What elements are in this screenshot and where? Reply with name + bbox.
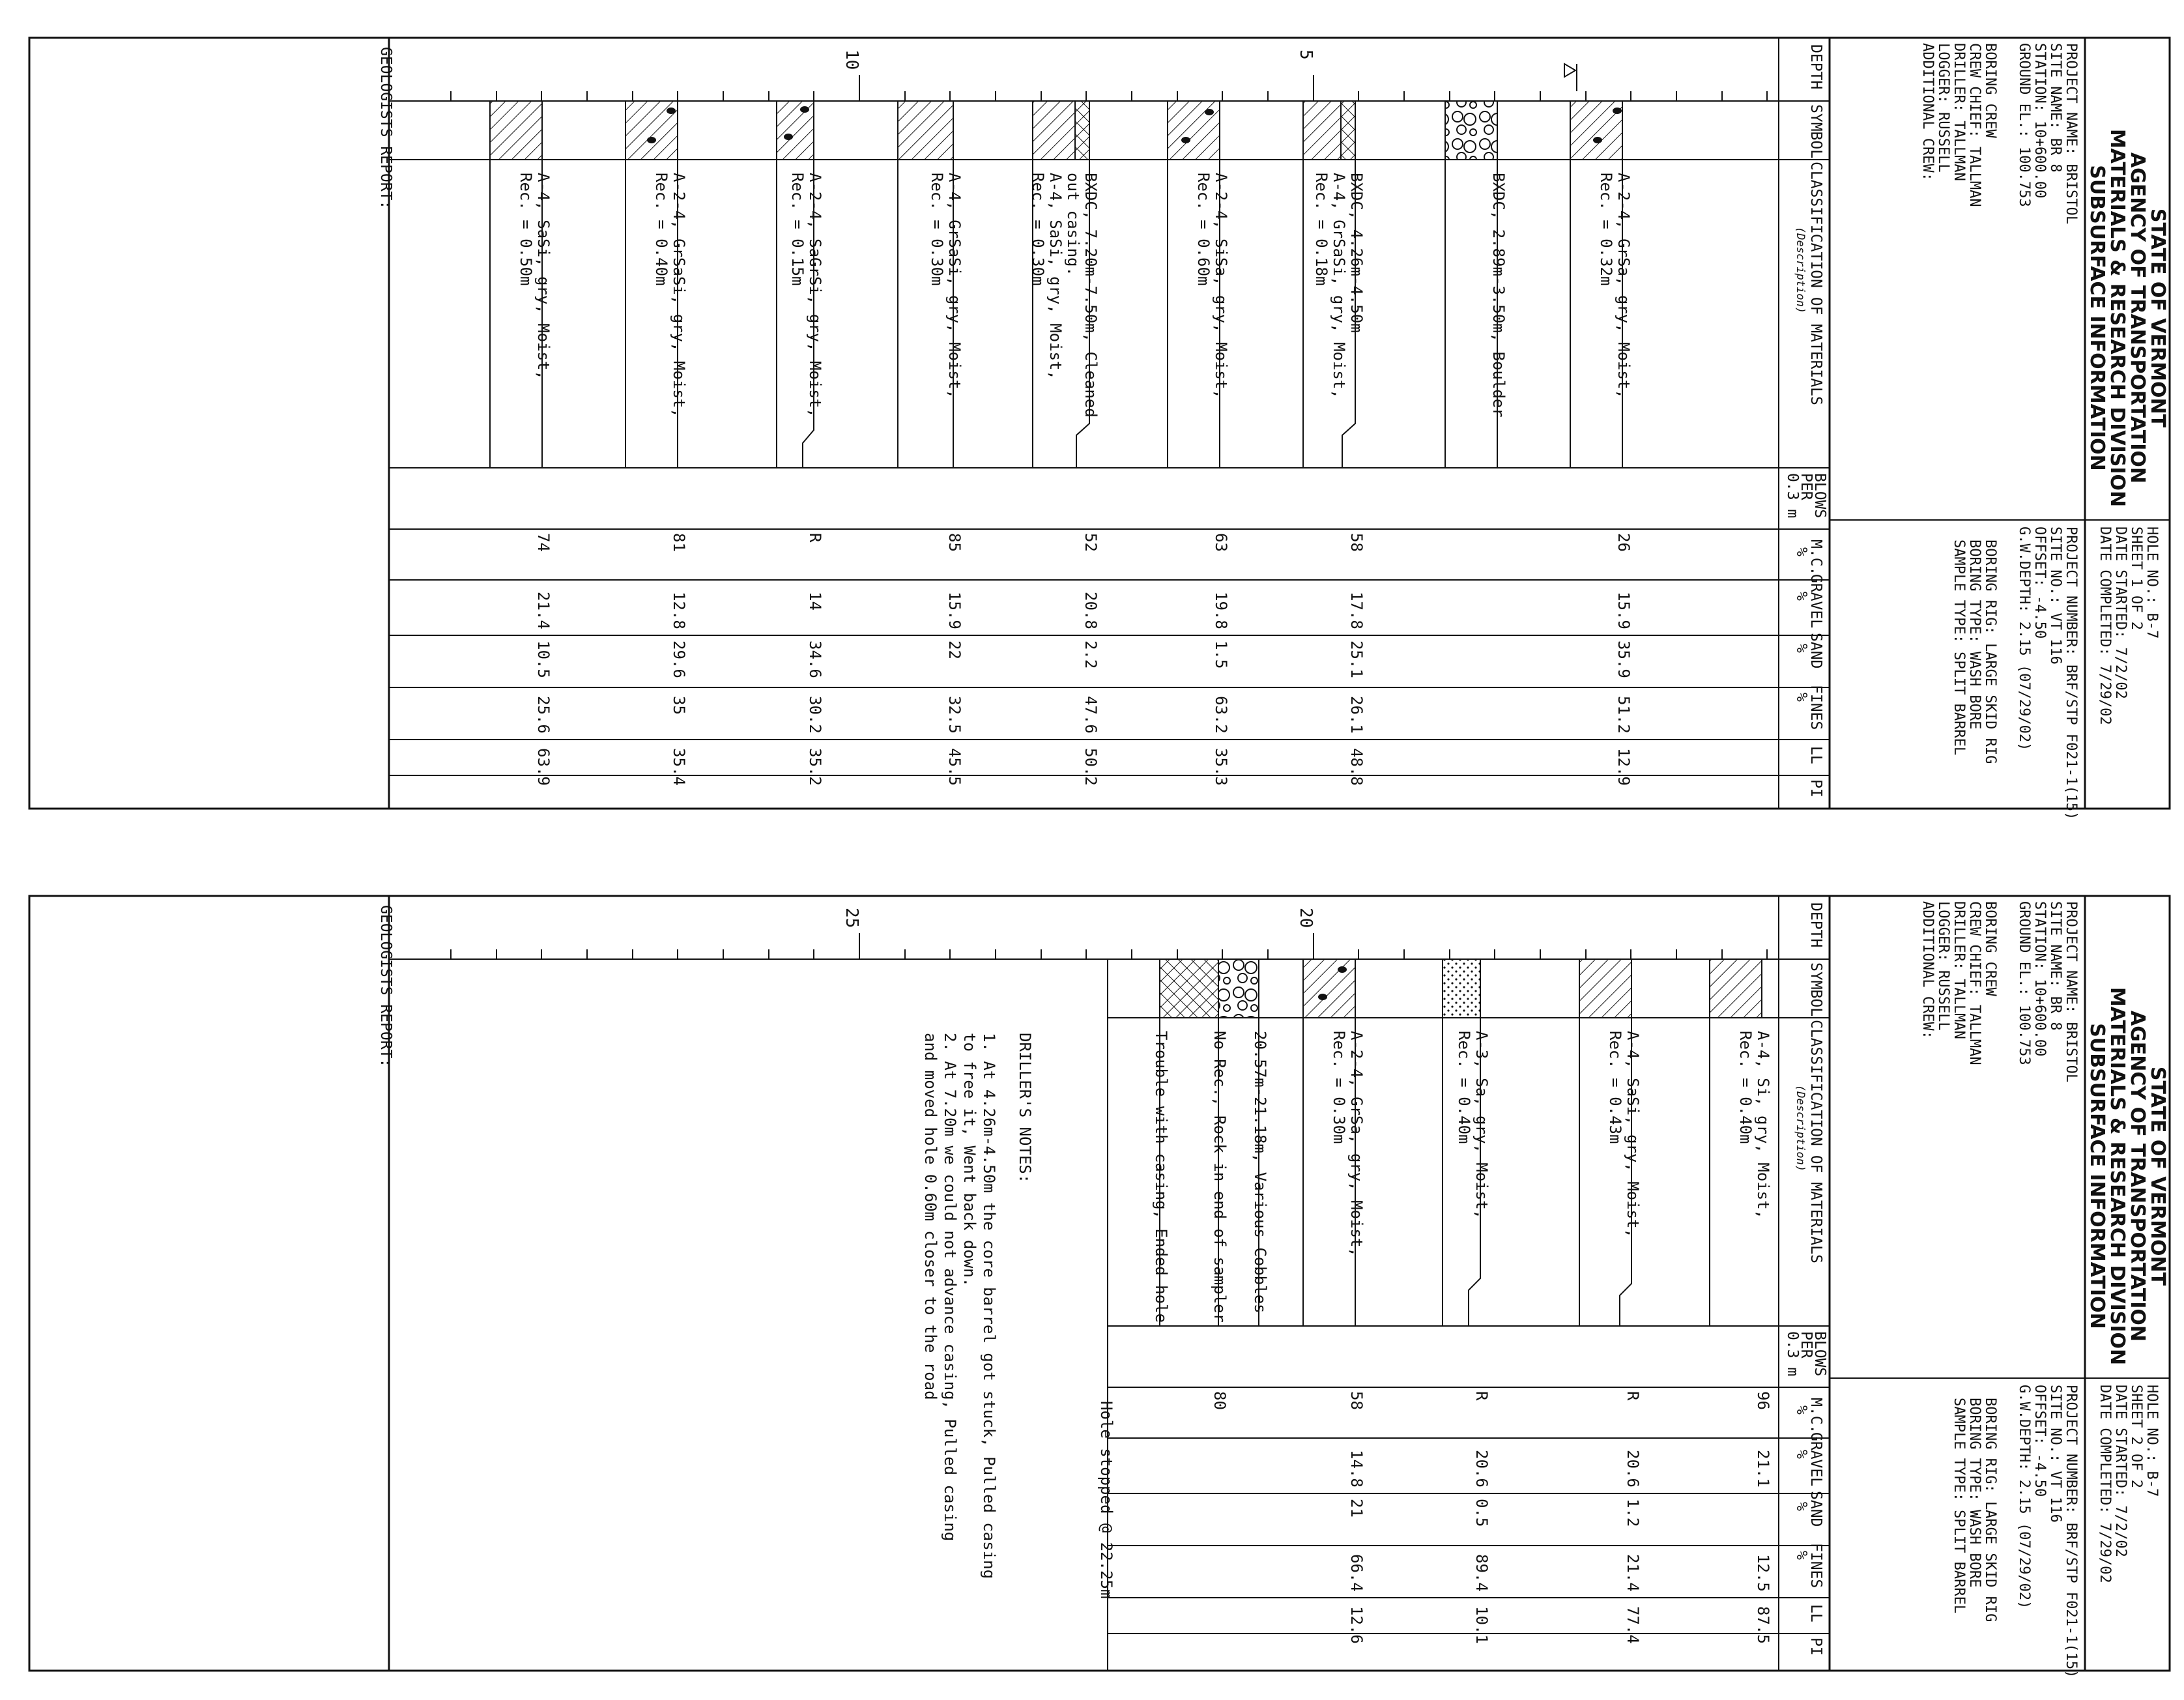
offset-2: OFFSET: -4.50: [2032, 1385, 2048, 1497]
row-8-description-line: A-2-4, GrSaSi, gry, Moist,: [670, 173, 688, 418]
row-1-description-line: A-4, Si, gry, Moist,: [1754, 1031, 1772, 1219]
col-sand-1-2: SAND: [1807, 1491, 1824, 1527]
row-7-description-line: Trouble with casing, Ended hole: [1152, 1031, 1170, 1323]
groundwater-icon: [1564, 64, 1575, 77]
station: STATION: 10+600.00: [2032, 43, 2048, 199]
date-completed-2: DATE COMPLETED: 7/29/02: [2097, 1385, 2113, 1583]
hole-no: HOLE NO.: B-7: [2144, 526, 2160, 639]
row-6-description-line: No Rec., Rock in end of sampler: [1211, 1031, 1229, 1323]
row-5-sand: 47.6: [1082, 696, 1100, 734]
additional-crew: ADDITIONAL CREW:: [1919, 43, 1936, 181]
row-9-gravel: 10.5: [534, 641, 553, 678]
row-7-description-line: Rec. = 0.15m: [788, 173, 807, 286]
symbol-sandy-silt: [1033, 101, 1075, 160]
row-8-blows: 81: [670, 533, 688, 552]
col-symbol-2: SYMBOL: [1807, 962, 1824, 1017]
row-5-description-line: out casing.: [1064, 173, 1082, 276]
row-4-fines: 35.3: [1212, 748, 1230, 786]
header-state-2: STATE OF VERMONT: [2146, 1066, 2169, 1286]
row-2-description-line: Rec. = 0.43m: [1606, 1031, 1624, 1144]
col-gravel-2: %: [1793, 592, 1810, 601]
row-3-fines: 10.1: [1473, 1606, 1491, 1644]
row-4-gravel: 21: [1347, 1499, 1366, 1518]
col-classification: CLASSIFICATION OF MATERIALS: [1807, 162, 1824, 405]
geologists-report-label-2: GEOLOGISTS REPORT:: [377, 905, 394, 1068]
row-7-gravel: 34.6: [806, 641, 824, 678]
geologists-report-label: GEOLOGISTS REPORT:: [377, 47, 394, 210]
date-started-2: DATE STARTED: 7/2/02: [2112, 1385, 2129, 1557]
row-8-description-line: Rec. = 0.40m: [652, 173, 670, 286]
row-6-gravel: 22: [945, 641, 964, 659]
site-no-2: SITE NO.: VT 116: [2047, 1385, 2063, 1523]
header-agency-2: AGENCY OF TRANSPORTATION: [2126, 1010, 2149, 1342]
row-4-blows: 58: [1347, 1391, 1366, 1410]
column-headers-2: [1784, 902, 1828, 1656]
row-3-sand: 26.1: [1347, 696, 1366, 734]
col-gravel-2-2: %: [1793, 1450, 1810, 1459]
row-7-mc: 14: [806, 592, 824, 611]
symbol-boulder: [1445, 101, 1497, 160]
col-mc-1-2: M.C.: [1807, 1398, 1824, 1434]
row-4-description-line: Rec. = 0.60m: [1194, 173, 1213, 286]
logger: LOGGER: RUSSELL: [1935, 43, 1951, 173]
col-classification-2: CLASSIFICATION OF MATERIALS: [1807, 1020, 1824, 1263]
col-gravel-1-2: GRAVEL: [1807, 1432, 1824, 1487]
row-1-mc: 21.1: [1754, 1450, 1772, 1488]
row-8-fines: 35.4: [670, 748, 688, 786]
col-fines-1-2: FINES: [1807, 1543, 1824, 1589]
row-1-mc: 15.9: [1615, 592, 1633, 629]
sheet-2-header: [1830, 896, 2170, 1678]
crew-chief: CREW CHIEF: TALLMAN: [1966, 43, 1983, 207]
row-5-description-line: A-4, SaSi, gry, Moist,: [1046, 173, 1065, 380]
col-sand-2-2: %: [1793, 1502, 1810, 1511]
boring-type-2: BORING TYPE: WASH BORE: [1966, 1398, 1983, 1588]
boring-rig: BORING RIG: LARGE SKID RIG: [1982, 540, 1998, 764]
depth-ruler: [451, 50, 1767, 101]
col-fines-2: %: [1793, 693, 1810, 702]
row-2-description-line: BXDC, 2.89m-3.50m, Boulder: [1489, 173, 1508, 418]
col-mc-2-2: %: [1793, 1405, 1810, 1415]
boring-crew: BORING CREW: [1982, 43, 1998, 138]
row-2-blows: R: [1624, 1391, 1642, 1401]
row-4-description-line: Rec. = 0.30m: [1330, 1031, 1348, 1144]
row-5-mc: 20.8: [1082, 592, 1100, 629]
depth-tick-20: 20: [1296, 908, 1315, 929]
boring-rig-2: BORING RIG: LARGE SKID RIG: [1982, 1398, 1998, 1622]
row-4-mc: 14.8: [1347, 1450, 1366, 1488]
header-division: MATERIALS & RESEARCH DIVISION: [2106, 128, 2129, 508]
sample-type-2: SAMPLE TYPE: SPLIT BARREL: [1951, 1398, 1967, 1614]
row-3-description-line: A-4, GrSaSi, gry, Moist,: [1330, 173, 1348, 399]
row-3-description-line: Rec. = 0.18m: [1312, 173, 1330, 286]
col-sand-1: SAND: [1807, 633, 1824, 669]
header-agency: AGENCY OF TRANSPORTATION: [2126, 152, 2149, 484]
row-6-fines: 45.5: [945, 748, 964, 786]
col-gravel-1: GRAVEL: [1807, 574, 1824, 629]
soil-symbols-2: [1160, 959, 1762, 1018]
row-1-description-line: Rec. = 0.32m: [1597, 173, 1615, 286]
depth-tick-10: 10: [842, 50, 861, 70]
col-description-2: (Description): [1794, 1085, 1807, 1172]
row-3-gravel: 25.1: [1347, 641, 1366, 678]
col-pi-2: PI: [1807, 1637, 1824, 1656]
row-5-blows: 52: [1082, 533, 1100, 552]
row-9-mc: 21.4: [534, 592, 553, 629]
sheet-no-2: SHEET 2 OF 2: [2128, 1385, 2144, 1488]
row-4-mc: 19.8: [1212, 592, 1230, 629]
gw-depth-2: G.W.DEPTH: 2.15 (07/29/02): [2016, 1385, 2032, 1609]
row-4-sand: 63.2: [1212, 696, 1230, 734]
sheet-1-text: [517, 173, 1633, 786]
column-headers: [1784, 44, 1828, 798]
row-6-mc: 15.9: [945, 592, 964, 629]
drillers-note-line: 1. At 4.26m-4.50m the core barrel got stuck, Pulled casing: [980, 1033, 998, 1579]
row-5-fines: 50.2: [1082, 748, 1100, 786]
row-2-fines: 77.4: [1624, 1606, 1642, 1644]
row-1-sand: 51.2: [1615, 696, 1633, 734]
driller: DRILLER: TALLMAN: [1951, 43, 1967, 181]
row-3-description-line: A-3, Sa, gry, Moist,: [1473, 1031, 1491, 1219]
col-ll-2: LL: [1807, 1604, 1824, 1622]
sheet-no: SHEET 1 OF 2: [2128, 526, 2144, 630]
project-name: PROJECT NAME: BRISTOL: [2063, 43, 2079, 225]
col-description: (Description): [1794, 227, 1807, 314]
col-blows-2-2: PER: [1798, 1331, 1815, 1359]
row-6-sand: 32.5: [945, 696, 964, 734]
col-depth-2: DEPTH: [1807, 902, 1824, 948]
col-blows-1-2: BLOWS: [1811, 1331, 1828, 1377]
boring-crew-2: BORING CREW: [1982, 901, 1998, 996]
header-subtitle: SUBSURFACE INFORMATION: [2086, 165, 2108, 471]
site-name-2: SITE NAME: BR 8: [2047, 901, 2063, 1031]
ground-el-2: GROUND EL.: 100.753: [2016, 901, 2032, 1065]
row-9-description-line: Rec. = 0.50m: [517, 173, 535, 286]
site-name: SITE NAME: BR 8: [2047, 43, 2063, 173]
sheet-header: [1830, 38, 2170, 820]
symbol-gravelly-sand-2: [1303, 959, 1355, 1018]
row-3-description-line: Rec. = 0.40m: [1455, 1031, 1473, 1144]
sheet-2-text: [921, 1031, 1772, 1644]
depth-tick-5: 5: [1296, 50, 1315, 60]
row-3-mc: 20.6: [1473, 1450, 1491, 1488]
col-blows-3: 0.3 m: [1784, 473, 1801, 519]
logger-2: LOGGER: RUSSELL: [1935, 901, 1951, 1031]
row-8-gravel: 29.6: [670, 641, 688, 678]
row-3-gravel: 0.5: [1473, 1499, 1491, 1527]
row-9-blows: 74: [534, 533, 553, 552]
symbol-bxdc: [1341, 101, 1355, 160]
row-4-gravel: 1.5: [1212, 641, 1230, 669]
row-6-description-line: A-4, GrSaSi, gry, Moist,: [945, 173, 964, 399]
row-9-description-line: A-4, SaSi, gry, Moist,: [534, 173, 553, 380]
drillers-note-line: to free it, Went back down.: [960, 1033, 979, 1288]
col-pi: PI: [1807, 779, 1824, 798]
boring-type: BORING TYPE: WASH BORE: [1966, 540, 1983, 730]
row-3-fines: 48.8: [1347, 748, 1366, 786]
symbol-sand: [1443, 959, 1480, 1018]
row-1-sand: 12.5: [1754, 1554, 1772, 1592]
row-1-description-line: Rec. = 0.40m: [1736, 1031, 1755, 1144]
symbol-bxdc-2: [1075, 101, 1089, 160]
row-2-sand: 21.4: [1624, 1554, 1642, 1592]
header-state: STATE OF VERMONT: [2146, 208, 2169, 428]
row-9-fines: 63.9: [534, 748, 553, 786]
col-depth: DEPTH: [1807, 44, 1824, 90]
row-7-blows: R: [806, 533, 824, 543]
row-1-blows: 26: [1615, 533, 1633, 552]
row-4-description-line: A-2-4, SiSa, gry, Moist,: [1212, 173, 1230, 399]
col-symbol: SYMBOL: [1807, 104, 1824, 159]
row-2-description-line: A-4, SaSi, gry, Moist,: [1624, 1031, 1642, 1238]
row-3-mc: 17.8: [1347, 592, 1366, 629]
hole-stopped-note: Hole stopped @ 22.25m: [1097, 1401, 1115, 1599]
col-blows-1: BLOWS: [1811, 473, 1828, 519]
gw-depth: G.W.DEPTH: 2.15 (07/29/02): [2016, 526, 2032, 751]
row-9-sand: 25.6: [534, 696, 553, 734]
depth-tick-25: 25: [842, 908, 861, 929]
row-7-fines: 35.2: [806, 748, 824, 786]
offset: OFFSET: -4.50: [2032, 526, 2048, 639]
row-3-blows: 58: [1347, 533, 1366, 552]
row-1-gravel: 35.9: [1615, 641, 1633, 678]
symbol-sandy-silt-3: [1579, 959, 1631, 1018]
station-2: STATION: 10+600.00: [2032, 901, 2048, 1057]
additional-crew-2: ADDITIONAL CREW:: [1919, 901, 1936, 1039]
col-blows-2: PER: [1798, 473, 1815, 500]
col-mc-2: %: [1793, 547, 1810, 556]
site-no: SITE NO.: VT 116: [2047, 526, 2063, 665]
depth-ruler-2: [451, 908, 1767, 959]
symbol-sandy-silt-2: [490, 101, 542, 160]
header-division-2: MATERIALS & RESEARCH DIVISION: [2106, 987, 2129, 1366]
symbol-rock: [1160, 959, 1218, 1018]
sample-type: SAMPLE TYPE: SPLIT BARREL: [1951, 540, 1967, 756]
drillers-notes-title: DRILLER'S NOTES:: [1016, 1033, 1034, 1184]
symbol-silt-2: [1710, 959, 1762, 1018]
driller-2: DRILLER: TALLMAN: [1951, 901, 1967, 1039]
row-5-description-line: BXDC, 7.20m-7.50m, Cleaned: [1082, 173, 1100, 418]
project-name-2: PROJECT NAME: BRISTOL: [2063, 901, 2079, 1083]
ground-el: GROUND EL.: 100.753: [2016, 43, 2032, 207]
soil-symbols: [490, 101, 1622, 160]
drillers-note-line: and moved hole 0.60m closer to the road: [921, 1033, 940, 1400]
row-3-sand: 89.4: [1473, 1554, 1491, 1592]
row-4-sand: 66.4: [1347, 1554, 1366, 1592]
symbol-gravelly-sandy-silt: [898, 101, 953, 160]
row-4-fines: 12.6: [1347, 1606, 1366, 1644]
row-1-fines: 12.9: [1615, 748, 1633, 786]
row-2-gravel: 1.2: [1624, 1499, 1642, 1527]
row-5-description-line: 20.57m-21.18m, Various Cobbles: [1251, 1031, 1269, 1314]
row-1-description-line: A-2-4, GrSa, gry, Moist,: [1615, 173, 1633, 399]
col-ll: LL: [1807, 746, 1824, 764]
drillers-note-line: 2. At 7.20m we could not advance casing, Pulled casing: [941, 1033, 959, 1542]
col-sand-2: %: [1793, 644, 1810, 653]
col-fines-1: FINES: [1807, 685, 1824, 730]
date-completed: DATE COMPLETED: 7/29/02: [2097, 526, 2113, 725]
row-4-blows: 63: [1212, 533, 1230, 552]
header-subtitle-2: SUBSURFACE INFORMATION: [2086, 1023, 2108, 1329]
row-8-sand: 35: [670, 696, 688, 715]
project-number: PROJECT NUMBER: BRF/STP F021-1(15): [2063, 526, 2079, 820]
row-6-blows: 80: [1211, 1391, 1229, 1410]
row-6-description-line: Rec. = 0.30m: [928, 173, 946, 286]
col-fines-2-2: %: [1793, 1551, 1810, 1560]
date-started: DATE STARTED: 7/2/02: [2112, 526, 2129, 699]
symbol-silt: [1303, 101, 1341, 160]
row-1-blows: 96: [1754, 1391, 1772, 1410]
col-mc-1: M.C.: [1807, 540, 1824, 576]
symbol-cobbles: [1218, 959, 1259, 1018]
row-6-blows: 85: [945, 533, 964, 552]
row-3-blows: R: [1473, 1391, 1491, 1401]
row-7-sand: 30.2: [806, 696, 824, 734]
project-number-2: PROJECT NUMBER: BRF/STP F021-1(15): [2063, 1385, 2079, 1678]
row-3-description-line: BXDC, 4.26m-4.50m: [1347, 173, 1366, 333]
row-8-mc: 12.8: [670, 592, 688, 629]
col-blows-3-2: 0.3 m: [1784, 1331, 1801, 1377]
hole-no-2: HOLE NO.: B-7: [2144, 1385, 2160, 1497]
row-5-description-line: Rec. = 0.30m: [1029, 173, 1047, 286]
row-5-gravel: 2.2: [1082, 641, 1100, 669]
row-1-fines: 87.5: [1754, 1606, 1772, 1644]
crew-chief-2: CREW CHIEF: TALLMAN: [1966, 901, 1983, 1065]
row-2-mc: 20.6: [1624, 1450, 1642, 1488]
row-7-description-line: A-2-4, SaGrSi, gry, Moist,: [806, 173, 824, 418]
row-4-description-line: A-2-4, GrSa, gry, Moist,: [1347, 1031, 1366, 1257]
